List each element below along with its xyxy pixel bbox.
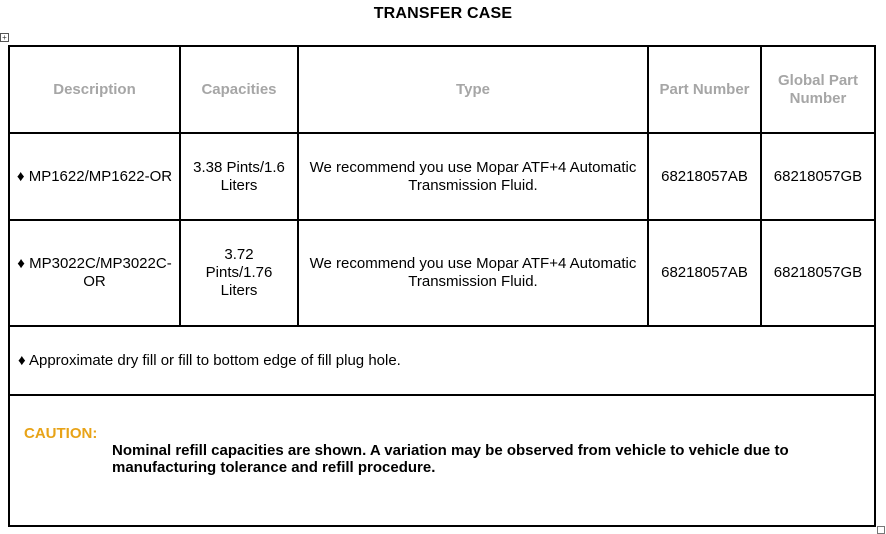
cell-capacity: 3.38 Pints/1.6 Liters	[180, 133, 298, 220]
caution-row	[9, 395, 875, 526]
cell-global-part-number: 68218057GB	[761, 220, 875, 326]
table-move-handle-icon[interactable]: +	[0, 33, 9, 42]
table-row	[9, 220, 875, 326]
header-part-number: Part Number	[648, 46, 761, 133]
cell-description: ♦ MP3022C/MP3022C-OR	[9, 220, 180, 326]
table-resize-handle[interactable]	[877, 526, 885, 534]
cell-capacity: 3.72 Pints/1.76 Liters	[180, 220, 298, 326]
footnote-row	[9, 326, 875, 395]
cell-part-number: 68218057AB	[648, 220, 761, 326]
caution-label: CAUTION:	[24, 425, 98, 442]
transfer-case-table	[8, 45, 876, 527]
cell-part-number: 68218057AB	[648, 133, 761, 220]
header-global-part-number: Global Part Number	[761, 46, 875, 133]
header-capacities: Capacities	[180, 46, 298, 133]
page-title: TRANSFER CASE	[373, 5, 513, 22]
cell-type: We recommend you use Mopar ATF+4 Automatic Transmission Fluid.	[298, 133, 648, 220]
header-type: Type	[298, 46, 648, 133]
table-header-row	[9, 46, 875, 133]
header-description: Description	[9, 46, 180, 133]
caution-text: Nominal refill capacities are shown. A variation may be observed from vehicle to vehicle due to manufacturing tolerance and refill procedure.	[112, 442, 789, 476]
cell-global-part-number: 68218057GB	[761, 133, 875, 220]
table-row	[9, 133, 875, 220]
cell-description: ♦ MP1622/MP1622-OR	[9, 133, 180, 220]
cell-type: We recommend you use Mopar ATF+4 Automatic Transmission Fluid.	[298, 220, 648, 326]
caution-cell	[9, 395, 875, 526]
footnote-text: ♦ Approximate dry fill or fill to bottom edge of fill plug hole.	[9, 326, 875, 395]
